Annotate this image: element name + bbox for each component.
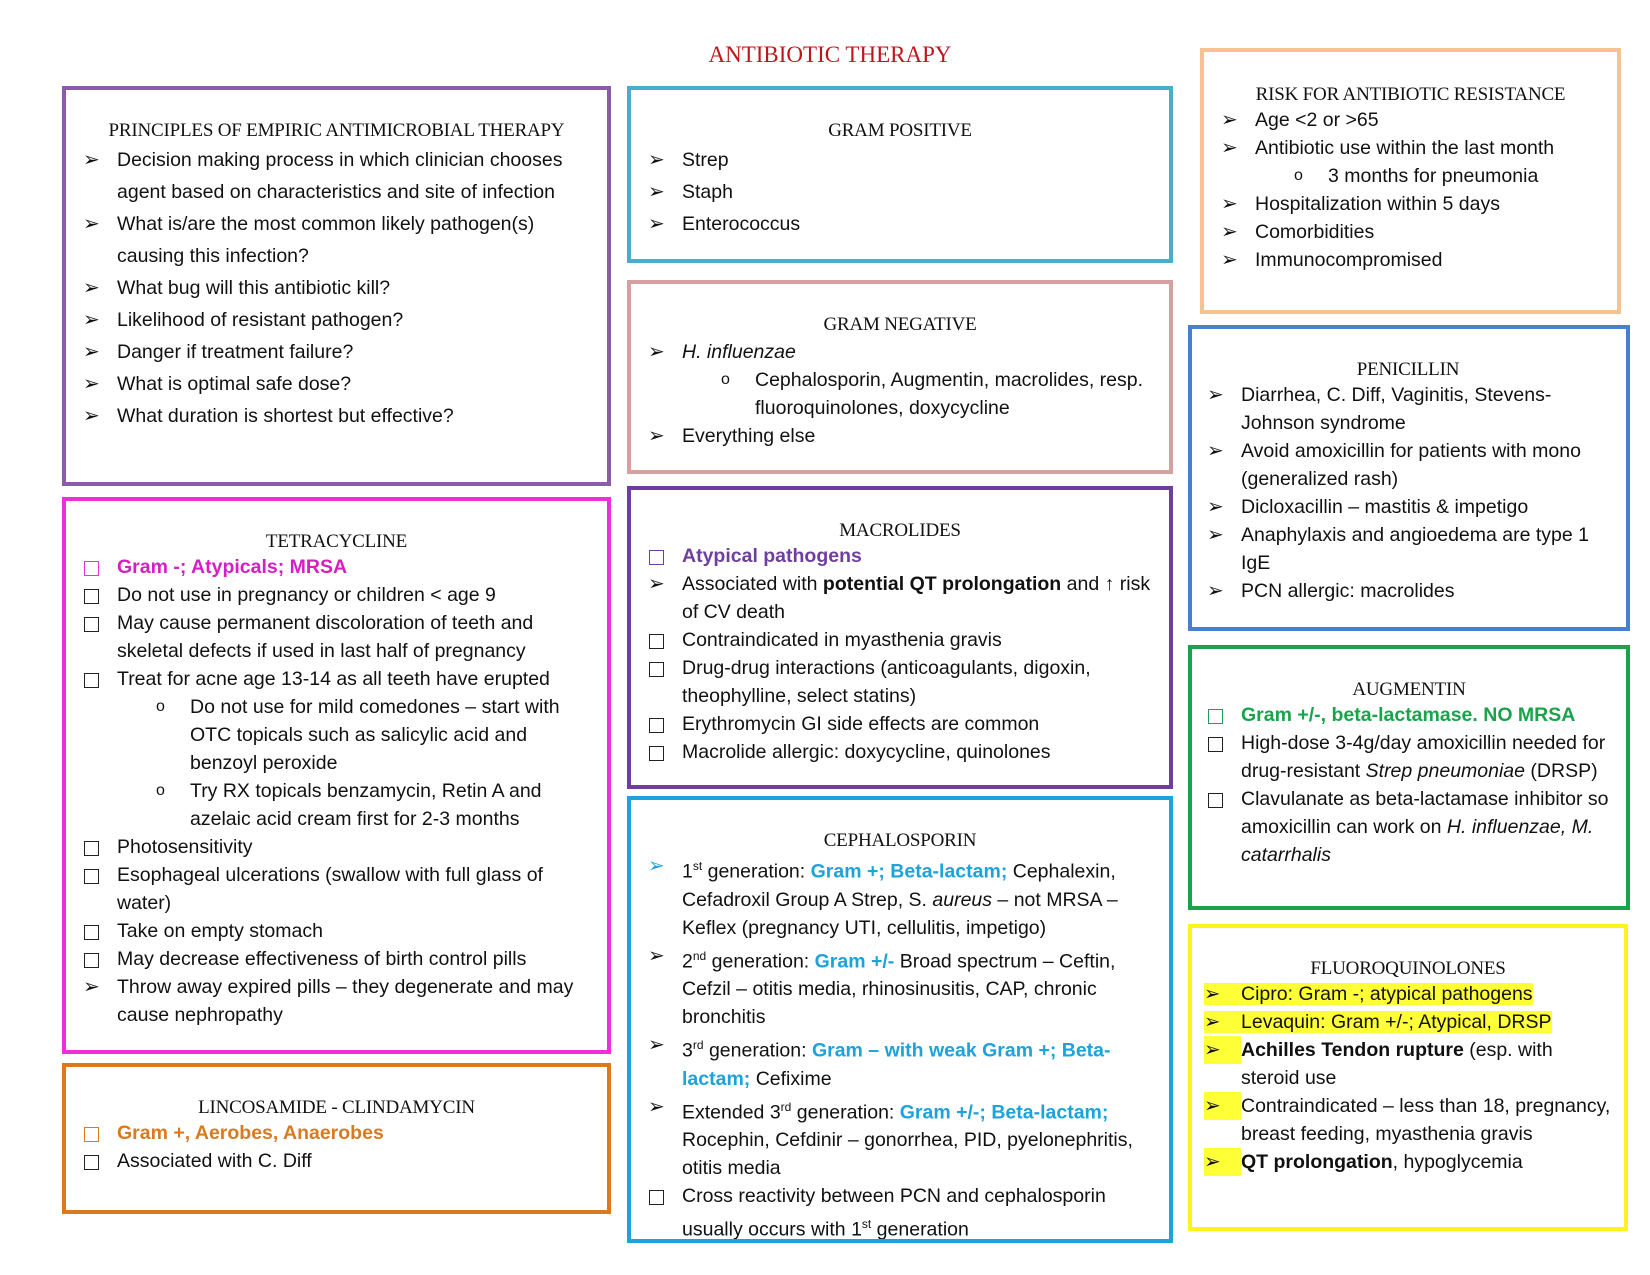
square-bullet-icon: [649, 550, 664, 565]
square-bullet-icon: [84, 589, 99, 604]
square-bullet-icon: [84, 617, 99, 632]
macrolides-list: [645, 542, 1155, 766]
risk-box: [1200, 48, 1621, 314]
list-item: Gram +/-, beta-lactamase. NO MRSA: [1204, 701, 1614, 729]
list-item: ➢ Extended 3rd generation: Gram +/-; Beta-lactam; Rocephin, Cefdinir – gonorrhea, PID, pyelonephritis, otitis media: [645, 1093, 1155, 1183]
penicillin-list: [1204, 381, 1612, 605]
square-bullet-icon: [84, 869, 99, 884]
square-bullet-icon: [649, 634, 664, 649]
gram-negative-box: [627, 280, 1173, 474]
square-bullet-icon: [84, 841, 99, 856]
arrow-bullet-icon: ➢: [83, 976, 100, 998]
list-item: Take on empty stomach: [80, 917, 593, 945]
list-item: ➢ What bug will this antibiotic kill?: [80, 272, 593, 304]
augmentin-heading: AUGMENTIN: [1352, 679, 1466, 700]
arrow-bullet-icon: ➢: [1204, 983, 1221, 1005]
square-bullet-icon: [1208, 709, 1223, 724]
list-item: Drug-drug interactions (anticoagulants, digoxin, theophylline, select statins): [645, 654, 1155, 710]
list-subitem: o Try RX topicals benzamycin, Retin A and azelaic acid cream first for 2-3 months: [80, 777, 593, 833]
lincosamide-list: [80, 1119, 593, 1175]
list-item: ➢ 1st generation: Gram +; Beta-lactam; Cephalexin, Cefadroxil Group A Strep, S. aureus – not MRSA – Keflex (pregnancy UTI, cellulitis, impetigo): [645, 852, 1155, 942]
square-bullet-icon: [84, 1155, 99, 1170]
arrow-bullet-icon: ➢: [83, 149, 100, 171]
tetracycline-box: [62, 497, 611, 1054]
arrow-bullet-icon: ➢: [648, 425, 665, 447]
lincosamide-box: [62, 1063, 611, 1214]
list-item: Gram -; Atypicals; MRSA: [80, 553, 593, 581]
list-item: Contraindicated in myasthenia gravis: [645, 626, 1155, 654]
list-subitem: o Cephalosporin, Augmentin, macrolides, resp. fluoroquinolones, doxycycline: [645, 366, 1155, 422]
fluoroquinolones-heading: FLUOROQUINOLONES: [1310, 958, 1506, 979]
penicillin-heading: PENICILLIN: [1356, 359, 1460, 380]
list-item: May cause permanent discoloration of teeth and skeletal defects if used in last half of pregnancy: [80, 609, 593, 665]
list-item: ➢ Danger if treatment failure?: [80, 336, 593, 368]
list-item: Macrolide allergic: doxycycline, quinolones: [645, 738, 1155, 766]
arrow-bullet-icon: ➢: [1207, 580, 1224, 602]
cephalosporin-heading: CEPHALOSPORIN: [823, 830, 977, 851]
list-item: ➢ Cipro: Gram -; atypical pathogens: [1204, 980, 1612, 1008]
circle-bullet-icon: o: [156, 782, 165, 799]
list-item: ➢ Achilles Tendon rupture (esp. with steroid use: [1204, 1036, 1612, 1092]
list-subitem: o Do not use for mild comedones – start with OTC topicals such as salicylic acid and benzoyl peroxide: [80, 693, 593, 777]
list-item: ➢ Everything else: [645, 422, 1155, 450]
list-item: Do not use in pregnancy or children < age 9: [80, 581, 593, 609]
arrow-bullet-icon: ➢: [83, 341, 100, 363]
tetracycline-heading: TETRACYCLINE: [265, 531, 408, 552]
arrow-bullet-icon: ➢: [648, 855, 665, 877]
square-bullet-icon: [1208, 737, 1223, 752]
principles-heading: PRINCIPLES OF EMPIRIC ANTIMICROBIAL THERAPY: [108, 120, 565, 141]
gram-negative-heading: GRAM NEGATIVE: [823, 314, 977, 335]
list-item: ➢ PCN allergic: macrolides: [1204, 577, 1612, 605]
list-item: ➢ Anaphylaxis and angioedema are type 1 IgE: [1204, 521, 1612, 577]
arrow-bullet-icon: ➢: [1207, 496, 1224, 518]
arrow-bullet-icon: ➢: [1207, 440, 1224, 462]
list-item: ➢ Throw away expired pills – they degenerate and may cause nephropathy: [80, 973, 593, 1029]
principles-box: [62, 86, 611, 486]
arrow-bullet-icon: ➢: [648, 341, 665, 363]
list-item: ➢ Enterococcus: [645, 208, 1155, 240]
arrow-bullet-icon: ➢: [648, 944, 665, 967]
list-item: ➢ Comorbidities: [1218, 218, 1603, 246]
arrow-bullet-icon: ➢: [648, 573, 665, 595]
square-bullet-icon: [84, 925, 99, 940]
cephalosporin-list: [645, 852, 1155, 1243]
list-item: ➢ Avoid amoxicillin for patients with mono (generalized rash): [1204, 437, 1612, 493]
arrow-bullet-icon: ➢: [648, 1034, 665, 1056]
square-bullet-icon: [649, 718, 664, 733]
gram-positive-box: [627, 86, 1173, 263]
macrolides-box: [627, 486, 1173, 789]
arrow-bullet-icon: ➢: [1207, 384, 1224, 406]
square-bullet-icon: [649, 746, 664, 761]
tetracycline-list: [80, 553, 593, 1029]
arrow-bullet-icon: ➢: [648, 213, 665, 235]
list-subitem: o 3 months for pneumonia: [1218, 162, 1603, 190]
list-item: ➢ Contraindicated – less than 18, pregnancy, breast feeding, myasthenia gravis: [1204, 1092, 1612, 1148]
arrow-bullet-icon: ➢: [1221, 193, 1238, 215]
fluoroquinolones-box: [1188, 924, 1628, 1231]
gram-positive-heading: GRAM POSITIVE: [828, 120, 972, 141]
list-item: ➢ What is/are the most common likely pathogen(s) causing this infection?: [80, 208, 593, 272]
arrow-bullet-icon: ➢: [83, 373, 100, 395]
arrow-bullet-icon: ➢: [1204, 1092, 1241, 1120]
risk-heading: RISK FOR ANTIBIOTIC RESISTANCE: [1255, 84, 1566, 105]
square-bullet-icon: [649, 662, 664, 677]
square-bullet-icon: [84, 1127, 99, 1142]
arrow-bullet-icon: ➢: [1221, 221, 1238, 243]
list-item: ➢ Age <2 or >65: [1218, 106, 1603, 134]
list-item: ➢ Diarrhea, C. Diff, Vaginitis, Stevens-Johnson syndrome: [1204, 381, 1612, 437]
list-item: ➢ Dicloxacillin – mastitis & impetigo: [1204, 493, 1612, 521]
list-item: ➢ Levaquin: Gram +/-; Atypical, DRSP: [1204, 1008, 1612, 1036]
arrow-bullet-icon: ➢: [1221, 137, 1238, 159]
arrow-bullet-icon: ➢: [1204, 1011, 1221, 1033]
square-bullet-icon: [84, 673, 99, 688]
square-bullet-icon: [84, 953, 99, 968]
list-item: ➢ Associated with potential QT prolongation and ↑ risk of CV death: [645, 570, 1155, 626]
list-item: ➢ H. influenzae: [645, 338, 1155, 366]
cephalosporin-box: [627, 796, 1173, 1243]
arrow-bullet-icon: ➢: [83, 309, 100, 331]
circle-bullet-icon: o: [156, 698, 165, 715]
arrow-bullet-icon: ➢: [648, 181, 665, 203]
arrow-bullet-icon: ➢: [83, 405, 100, 427]
macrolides-heading: MACROLIDES: [839, 520, 961, 541]
gram-negative-list: [645, 338, 1155, 450]
risk-list: [1218, 106, 1603, 274]
list-item: ➢ Immunocompromised: [1218, 246, 1603, 274]
circle-bullet-icon: o: [1294, 167, 1303, 184]
lincosamide-heading: LINCOSAMIDE - CLINDAMYCIN: [198, 1097, 475, 1118]
list-item: ➢ Strep: [645, 144, 1155, 176]
penicillin-box: [1188, 325, 1630, 631]
list-item: ➢ Antibiotic use within the last month: [1218, 134, 1603, 162]
square-bullet-icon: [84, 561, 99, 576]
principles-list: [80, 144, 593, 432]
list-item: Treat for acne age 13-14 as all teeth have erupted: [80, 665, 593, 693]
arrow-bullet-icon: ➢: [1221, 249, 1238, 271]
augmentin-list: [1204, 701, 1614, 869]
list-item: Atypical pathogens: [645, 542, 1155, 570]
list-item: ➢ Decision making process in which clinician chooses agent based on characteristics and site of infection: [80, 144, 593, 208]
circle-bullet-icon: o: [721, 371, 730, 388]
square-bullet-icon: [649, 1190, 664, 1205]
list-item: ➢ What duration is shortest but effective?: [80, 400, 593, 432]
arrow-bullet-icon: ➢: [1207, 524, 1224, 546]
list-item: ➢ What is optimal safe dose?: [80, 368, 593, 400]
arrow-bullet-icon: ➢: [83, 213, 100, 235]
list-item: Associated with C. Diff: [80, 1147, 593, 1175]
list-item: ➢ Hospitalization within 5 days: [1218, 190, 1603, 218]
list-item: Photosensitivity: [80, 833, 593, 861]
list-item: Cross reactivity between PCN and cephalosporin usually occurs with 1st generation: [645, 1182, 1155, 1243]
list-item: Gram +, Aerobes, Anaerobes: [80, 1119, 593, 1147]
square-bullet-icon: [1208, 793, 1223, 808]
list-item: May decrease effectiveness of birth control pills: [80, 945, 593, 973]
page-title: ANTIBIOTIC THERAPY: [708, 42, 952, 67]
arrow-bullet-icon: ➢: [1204, 1148, 1241, 1176]
arrow-bullet-icon: ➢: [1221, 109, 1238, 131]
list-item: Esophageal ulcerations (swallow with full glass of water): [80, 861, 593, 917]
arrow-bullet-icon: ➢: [1204, 1036, 1241, 1064]
gram-positive-list: [645, 144, 1155, 240]
augmentin-box: [1188, 645, 1630, 910]
arrow-bullet-icon: ➢: [83, 277, 100, 299]
list-item: ➢ Likelihood of resistant pathogen?: [80, 304, 593, 336]
fluoroquinolones-list: [1204, 980, 1612, 1176]
list-item: ➢ QT prolongation, hypoglycemia: [1204, 1148, 1612, 1176]
list-item: High-dose 3-4g/day amoxicillin needed for drug-resistant Strep pneumoniae (DRSP): [1204, 729, 1614, 785]
list-item: ➢ Staph: [645, 176, 1155, 208]
list-item: Erythromycin GI side effects are common: [645, 710, 1155, 738]
list-item: Clavulanate as beta-lactamase inhibitor so amoxicillin can work on H. influenzae, M. catarrhalis: [1204, 785, 1614, 869]
list-item: ➢ 3rd generation: Gram – with weak Gram +; Beta-lactam; Cefixime: [645, 1031, 1155, 1093]
list-item: ➢ 2nd generation: Gram +/- Broad spectrum – Ceftin, Cefzil – otitis media, rhinosinusitis, CAP, chronic bronchitis: [645, 942, 1155, 1032]
arrow-bullet-icon: ➢: [648, 149, 665, 171]
arrow-bullet-icon: ➢: [648, 1095, 665, 1118]
